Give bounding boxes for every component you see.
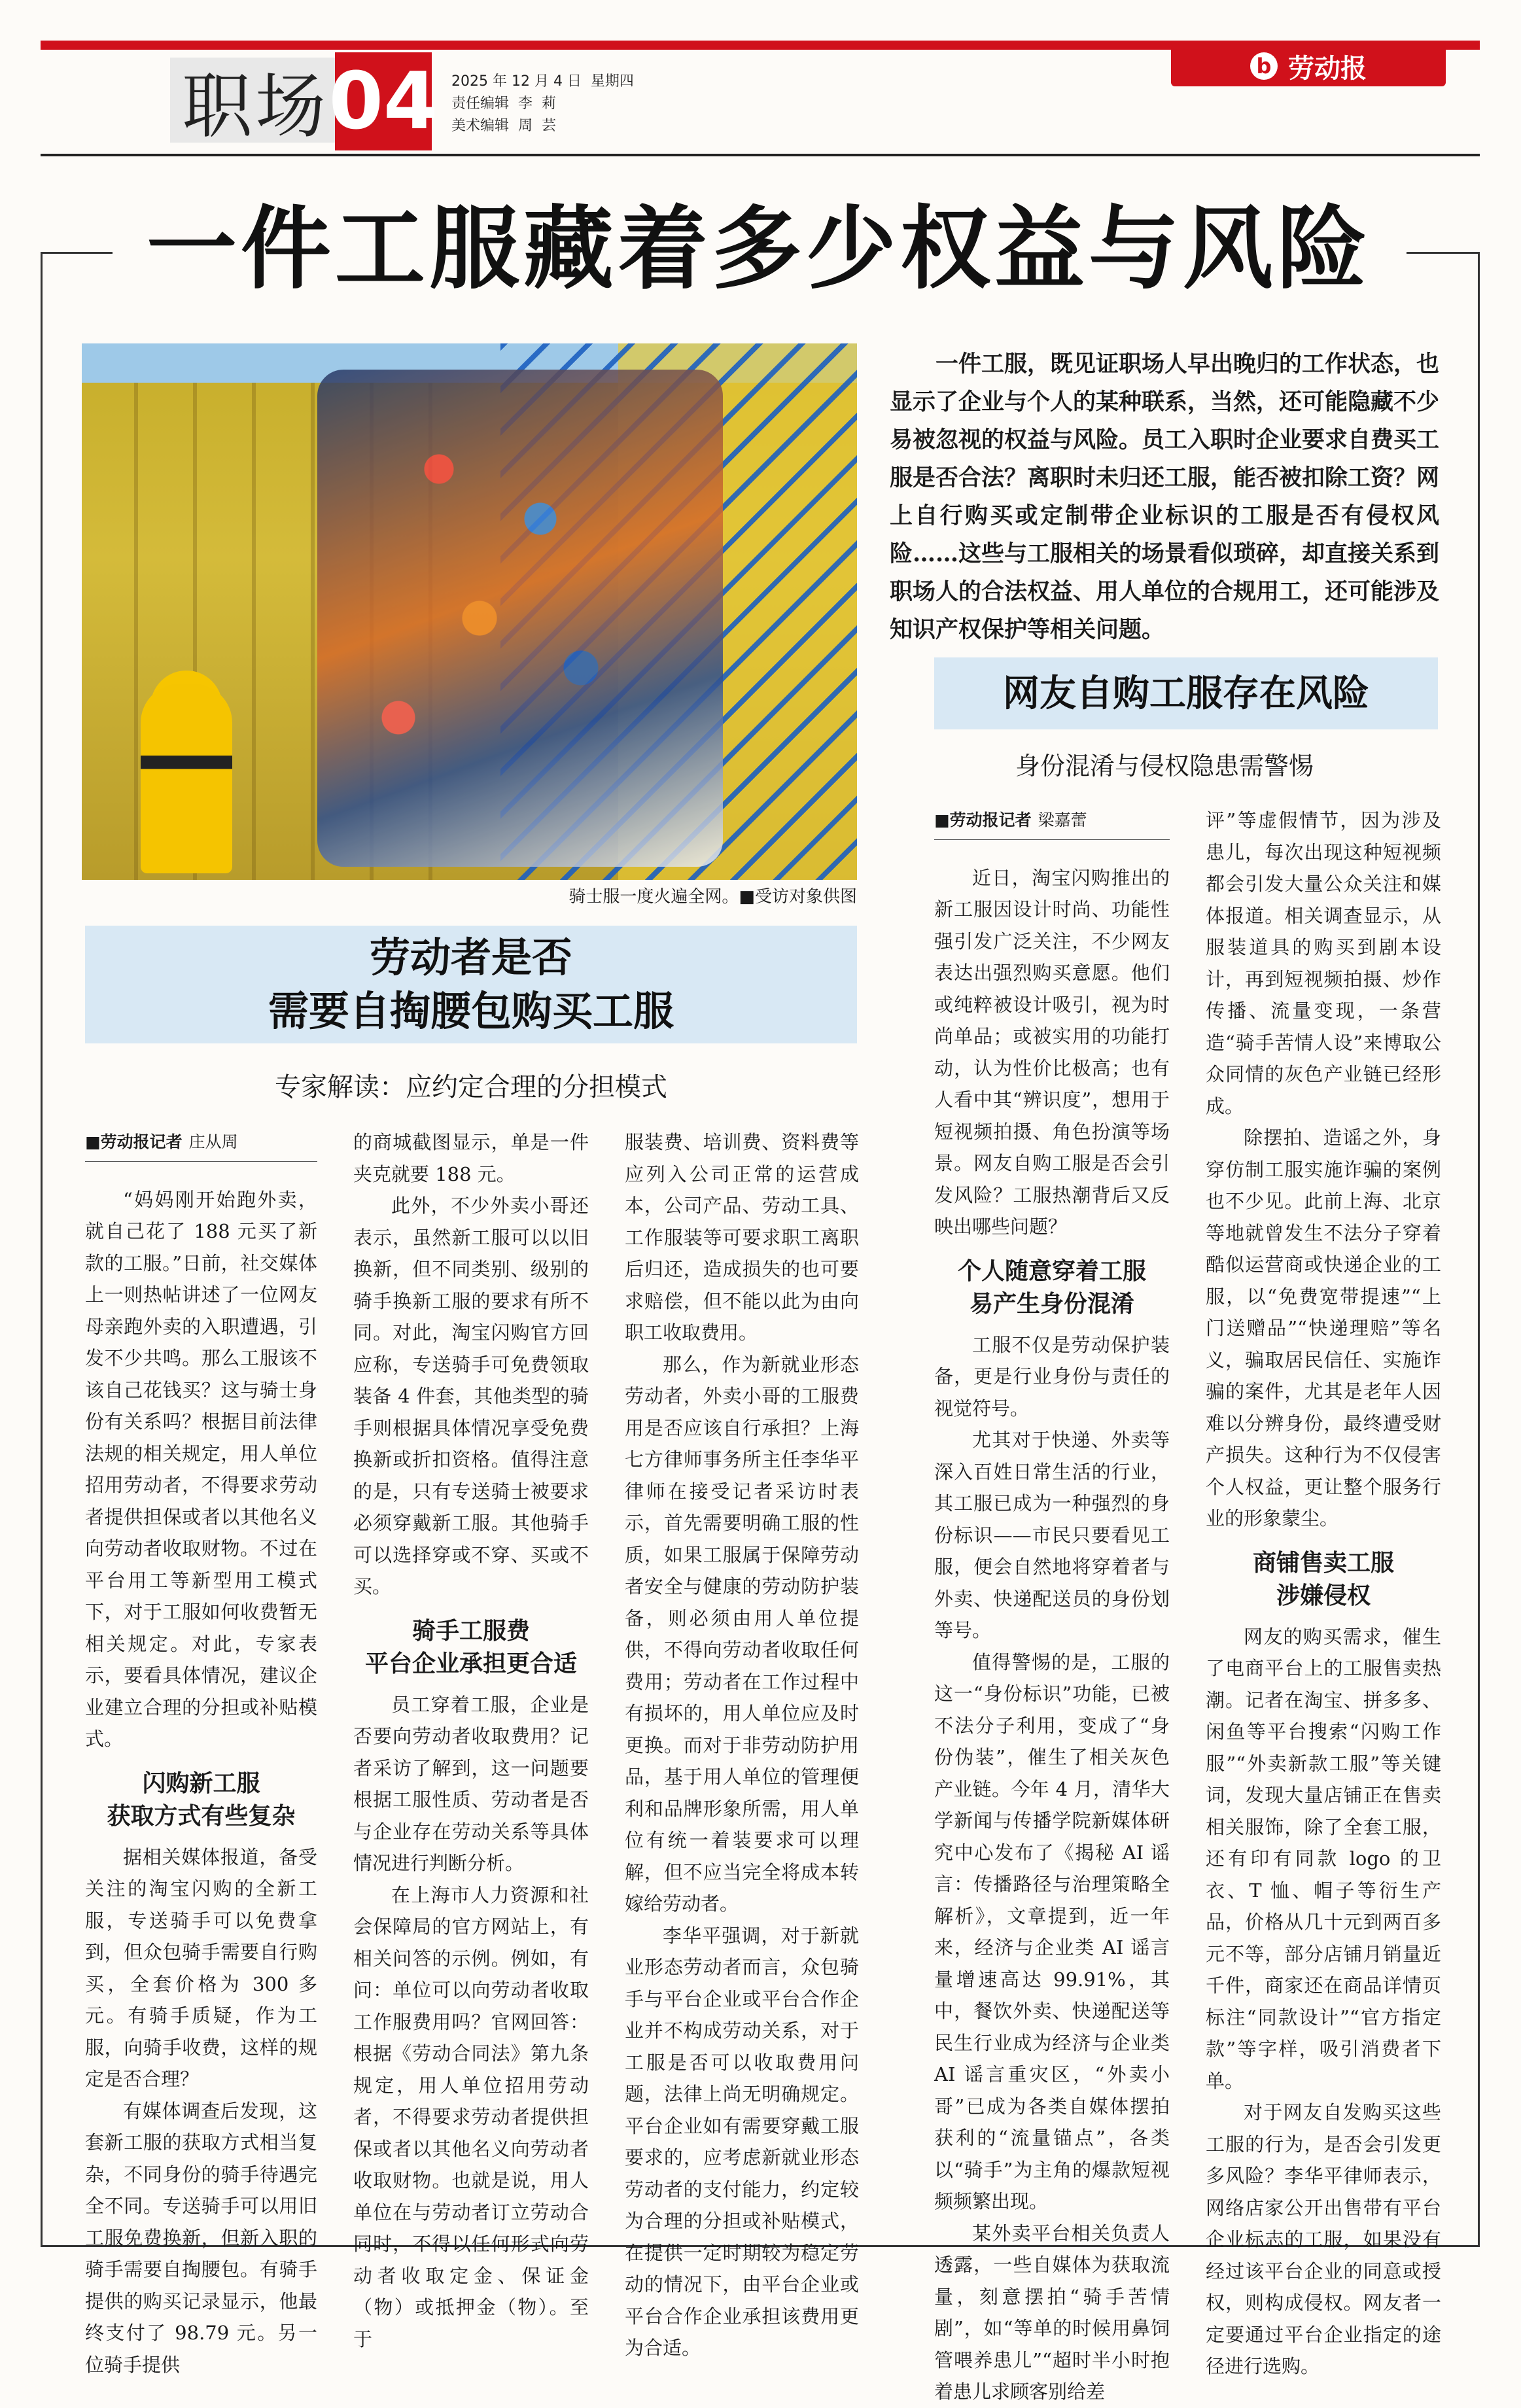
lead-paragraph: 一件工服，既见证职场人早出晚归的工作状态，也显示了企业与个人的某种联系，当然，还可能隐藏不少易被忽视的权益与风险。员工入职时企业要求自费买工服是否合法？离职时未归还工服，能否被扣除工资？网上自行购买或定制带企业标识的工服是否有侵权风险……这些与工服相关的场景看似琐碎，却直接关系到职场人的合法权益、用人单位的合规用工，还可能涉及知识产权保护等相关问题。 [890, 351, 1440, 643]
left-title-line2: 需要自掏腰包购买工服 [268, 987, 674, 1035]
paragraph: 那么，作为新就业形态劳动者，外卖小哥的工服费用是否应该自行承担？上海七方律师事务所主任李华平律师在接受记者采访时表示，首先需要明确工服的性质，如果工服属于保障劳动者安全与健康的劳动防护装备，则必须由用人单位提供，不得向劳动者收取任何费用；劳动者在工作过程中有损坏的，用人单位应及时更换。而对于非劳动防护用品，基于用人单位的管理便利和品牌形象所需，用人单位有统一着装要求可以理解，但不应当完全将成本转嫁给劳动者。 [625, 1353, 859, 1915]
paper-logo [1171, 46, 1446, 86]
photo-caption: 骑士服一度火遍全网。■受访对象供图 [568, 887, 857, 907]
column-5 [1206, 805, 1441, 2382]
art-editor-line: 美术编辑 周 芸 [451, 118, 556, 134]
subheading: 骑手工服费 平台企业承担更合适 [364, 1616, 577, 1677]
page-frame-left [41, 252, 43, 2247]
paragraph: 服装费、培训费、资料费等应列入公司正常的运营成本，公司产品、劳动工具、工作服装等可要求职工离职后归还，造成损失的也可要求赔偿，但不能以此为由向职工收取费用。 [625, 1131, 859, 1344]
paragraph: “妈妈刚开始跑外卖，就自己花了 188 元买了新款的工服。”日前，社交媒体上一则热帖讲述了一位网友母亲跑外卖的入职遭遇，引发不少共鸣。那么工服该不该自己花钱买？这与骑士身份有关系吗？根据目前法律法规的相关规定，用人单位招用劳动者，不得要求劳动者提供担保或者以其他名义向劳动者收取财物。不过在平台用工等新型用工模式下，对于工服如何收费暂无相关规定。对此，专家表示，要看具体情况，建议企业建立合理的分担或补贴模式。 [85, 1188, 317, 1750]
column-2 [353, 1126, 589, 2355]
left-article-subtitle: 专家解读：应约定合理的分担模式 [275, 1072, 667, 1102]
paragraph: 值得警惕的是，工服的这一“身份标识”功能，已被不法分子利用，变成了“身份伪装”，催生了相关灰色产业链。今年 4 月，清华大学新闻与传播学院新媒体研究中心发布了《揭秘 AI 谣言：传播路径与治理策略全解析》，文章提到，近一年来，经济与企业类 AI 谣言量增速高达 99.91%，其中，餐饮外卖、快递配送等民生行业成为经济与企业类 AI 谣言重灾区，“外卖小哥”已成为各类自媒体摆拍获利的“流量锚点”，各类以“骑手”为主角的爆款短视频频繁出现。 [934, 1650, 1170, 2212]
paragraph: 对于网友自发购买这些工服的行为，是否会引发更多风险？李华平律师表示，网络店家公开出售带有平台企业标志的工服，如果没有经过该平台企业的同意或授权，则构成侵权。网友者一定要通过平台企业指定的途径进行选购。 [1206, 2101, 1441, 2377]
page-headline: 一件工服藏着多少权益与风险 [146, 195, 1371, 302]
logo-icon: b [1250, 52, 1278, 80]
paper-name: 劳动报 [1288, 52, 1367, 84]
right-byline: ■劳动报记者 梁嘉蕾 [934, 805, 1170, 840]
left-byline: ■劳动报记者 庄从周 [85, 1126, 317, 1162]
paragraph: 评”等虚假情节，因为涉及患儿，每次出现这种短视频都会引发大量公众关注和媒体报道。相关调查显示，从服装道具的购买到剧本设计，再到短视频拍摄、炒作传播、流量变现，一条营造“骑手苦情人设”来博取公众同情的灰色产业链已经形成。 [1206, 809, 1441, 1117]
section-label: 职场 [170, 58, 340, 143]
paragraph: 除摆拍、造谣之外，身穿仿制工服实施诈骗的案例也不少见。此前上海、北京等地就曾发生不法分子穿着酷似运营商或快递企业的工服，以“免费宽带提速”“上门送赠品”“快递理赔”等名义，骗取居民信任、实施诈骗的案件，尤其是老年人因难以分辨身份，最终遭受财产损失。这种行为不仅侵害个人权益，更让整个服务行业的形象蒙尘。 [1206, 1126, 1441, 1529]
feature-photo [82, 343, 857, 880]
paragraph: 在上海市人力资源和社会保障局的官方网站上，有相关问答的示例。例如，有问：单位可以向劳动者收取工作服费用吗？官网回答：根据《劳动合同法》第九条规定，用人单位招用劳动者，不得要求劳动者提供担保或者以其他名义向劳动者收取财物。也就是说，用人单位在与劳动者订立劳动合同时，不得以任何形式向劳动者收取定金、保证金（物）或抵押金（物）。至于 [353, 1883, 589, 2350]
right-article-title: 网友自购工服存在风险 [934, 657, 1438, 729]
paragraph: 李华平强调，对于新就业形态劳动者而言，众包骑手与平台企业或平台合作企业并不构成劳动关系，对于工服是否可以收取费用问题，法律上尚无明确规定。平台企业如有需要穿戴工服要求的，应考虑新就业形态劳动者的支付能力，约定较为合理的分担或补贴模式，在提供一定时期较为稳定劳动的情况下，由平台企业或平台合作企业承担该费用更为合适。 [625, 1924, 859, 2359]
paragraph: 网友的购买需求，催生了电商平台上的工服售卖热潮。记者在淘宝、拼多多、闲鱼等平台搜索“闪购工作服”“外卖新款工服”等关键词，发现大量店铺正在售卖相关服饰，除了全套工服，还有印有同款 logo 的卫衣、T 恤、帽子等衍生产品，价格从几十元到两百多元不等，部分店铺月销量近千件，商家还在商品详情页标注“同款设计”“官方指定款”等字样，吸引消费者下单。 [1206, 1625, 1441, 2092]
paragraph: 工服不仅是劳动保护装备，更是行业身份与责任的视觉符号。 [934, 1333, 1170, 1420]
left-title-line1: 劳动者是否 [369, 934, 572, 981]
page-frame-right [1478, 252, 1480, 2247]
paragraph: 员工穿着工服，企业是否要向劳动者收取费用？记者采访了解到，这一问题要根据工服性质、劳动者是否与企业存在劳动关系等具体情况进行判断分析。 [353, 1693, 589, 1874]
paragraph: 尤其对于快递、外卖等深入百姓日常生活的行业，其工服已成为一种强烈的身份标识——市民只要看见工服，便会自然地将穿着者与外卖、快递配送员的身份划等号。 [934, 1429, 1170, 1641]
left-article-title [85, 926, 857, 1043]
column-1 [85, 1126, 317, 2381]
masthead-bottom-rule [41, 154, 1480, 156]
paragraph: 的商城截图显示，单是一件夹克就要 188 元。 [353, 1131, 589, 1185]
paragraph: 近日，淘宝闪购推出的新工服因设计时尚、功能性强引发广泛关注，不少网友表达出强烈购买意愿。他们或纯粹被设计吸引，视为时尚单品；或被实用的功能打动，认为性价比极高；也有人看中其“辨识度”，想用于短视频拍摄、角色扮演等场景。网友自购工服是否会引发风险？工服热潮背后又反映出哪些问题？ [934, 866, 1170, 1238]
column-3 [625, 1126, 859, 2364]
column-4 [934, 805, 1170, 2408]
paragraph: 有媒体调查后发现，这套新工服的获取方式相当复杂，不同身份的骑手待遇完全不同。专送骑手可以用旧工服免费换新，但新入职的骑手需要自掏腰包。有骑手提供的购买记录显示，他最终支付了 98.79 元。另一位骑手提供 [85, 2099, 317, 2376]
subheading: 商铺售卖工服 涉嫌侵权 [1252, 1548, 1394, 1609]
issue-meta [451, 71, 634, 137]
subheading: 闪购新工服 获取方式有些复杂 [107, 1769, 296, 1830]
paragraph: 据相关媒体报道，备受关注的淘宝闪购的全新工服，专送骑手可以免费拿到，但众包骑手需要自行购买，全套价格为 300 多元。有骑手质疑，作为工服，向骑手收费，这样的规定是否合理？ [85, 1845, 317, 2090]
right-article-subtitle: 身份混淆与侵权隐患需警惕 [1015, 752, 1314, 780]
paragraph: 某外卖平台相关负责人透露，一些自媒体为获取流量，刻意摆拍“骑手苦情剧”，如“等单的时候用鼻饲管喂养患儿”“超时半小时抱着患儿求顾客别给差 [934, 2222, 1170, 2403]
editor-line: 责任编辑 李 莉 [451, 96, 556, 112]
date-line: 2025 年 12 月 4 日 星期四 [451, 73, 634, 90]
page-number: 04 [335, 52, 432, 150]
subheading: 个人随意穿着工服 易产生身份混淆 [957, 1257, 1146, 1317]
paragraph: 此外，不少外卖小哥还表示，虽然新工服可以以旧换新，但不同类别、级别的骑手换新工服的要求有所不同。对此，淘宝闪购官方回应称，专送骑手可免费领取装备 4 件套，其他类型的骑手则根据具体情况享受免费换新或折扣资格。值得注意的是，只有专送骑士被要求必须穿戴新工服。其他骑手可以选择穿或不穿、买或不买。 [353, 1195, 589, 1597]
